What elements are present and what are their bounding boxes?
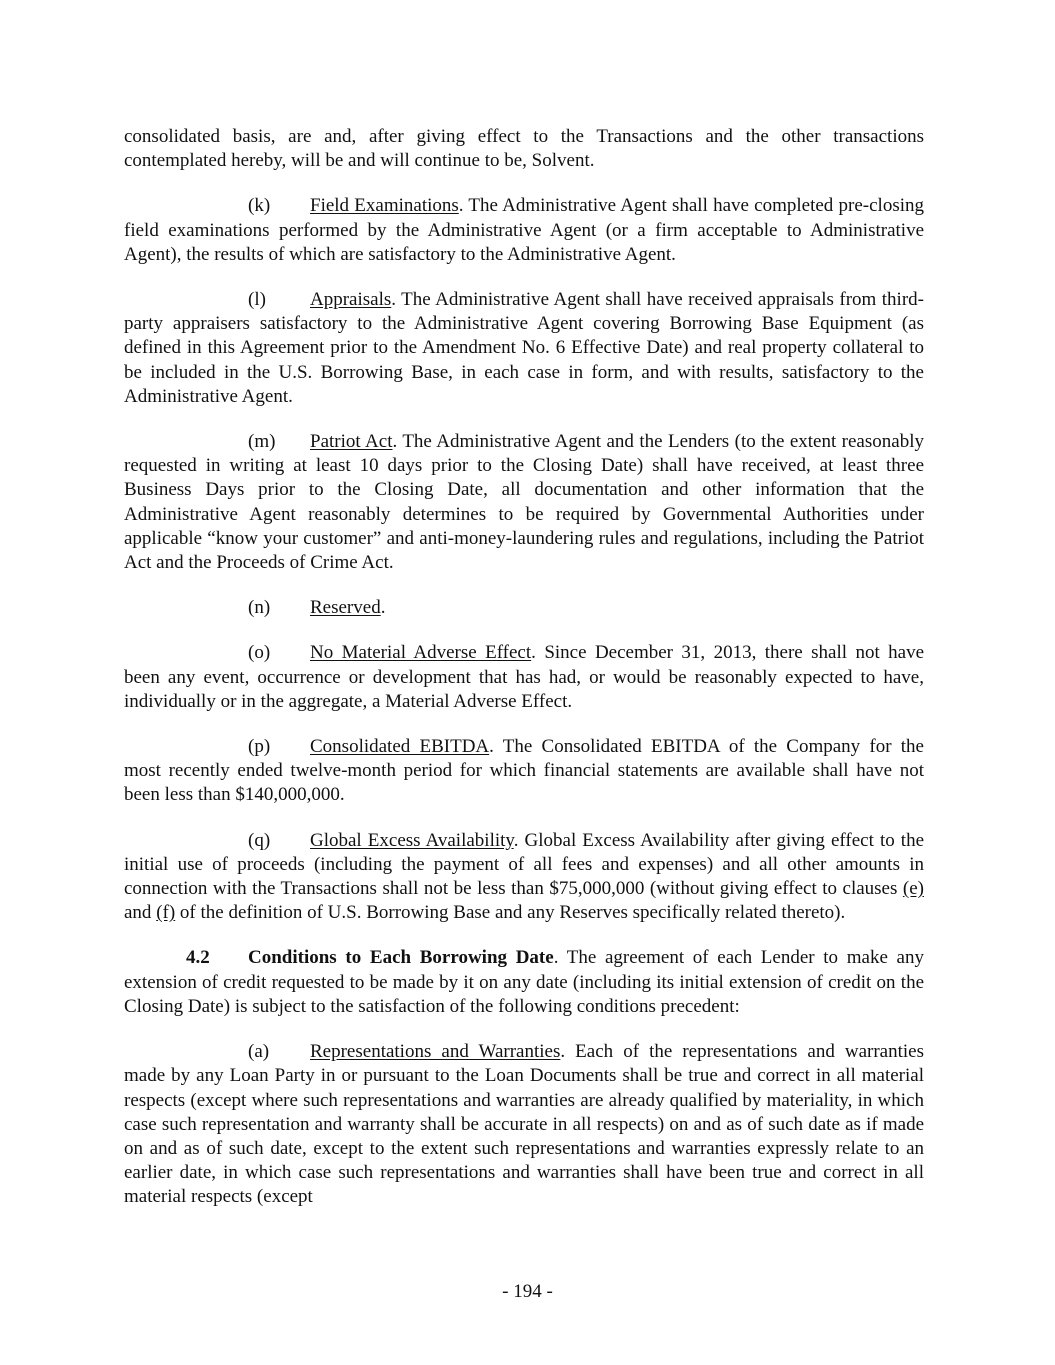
- paragraph-text: . Global Excess Availability after giving effect to the initial use of proceeds (including the payment of all fees and expenses) and all other amounts in connection with the Transactions shall not be less than $75,000,000 (without giving effect to clauses: [124, 829, 924, 900]
- clause-heading: Representations and Warranties: [310, 1041, 561, 1063]
- clause-label: (l): [248, 289, 266, 311]
- clause-heading: Reserved: [310, 597, 381, 619]
- paragraph-n-reserved: [124, 596, 924, 620]
- clause-heading: Patriot Act: [310, 431, 393, 453]
- paragraph-p-consolidated-ebitda: [124, 735, 924, 808]
- paragraph-text: of the definition of U.S. Borrowing Base and any Reserves specifically related thereto).: [175, 902, 846, 924]
- paragraph-q-global-excess-availability: [124, 829, 924, 926]
- paragraph-m-patriot-act: [124, 430, 924, 575]
- section-number: 4.2: [186, 947, 210, 969]
- paragraph-text: consolidated basis, are and, after giving effect to the Transactions and the other transactions contemplated hereby, will be and will continue to be, Solvent.: [124, 126, 924, 172]
- clause-heading: Global Excess Availability: [310, 829, 514, 851]
- paragraph-l-appraisals: [124, 288, 924, 409]
- paragraph-text: . The Administrative Agent shall have completed pre-closing field examinations performed by the Administrative Agent (or a firm acceptable to Administrative Agent), the results of which are satisfactory to the Administrative Agent.: [124, 195, 925, 265]
- paragraph-text: and: [124, 902, 157, 924]
- clause-heading: Consolidated EBITDA: [310, 736, 490, 758]
- document-body: [124, 125, 924, 1231]
- clause-heading: Appraisals: [310, 289, 392, 311]
- clause-heading: No Material Adverse Effect: [310, 642, 532, 664]
- paragraph-o-no-material-adverse-effect: [124, 641, 924, 714]
- paragraph-text: .: [380, 597, 386, 619]
- clause-reference-f: (f): [156, 902, 176, 924]
- clause-label: (o): [248, 642, 271, 664]
- paragraph-text: . The agreement of each Lender to make any extension of credit requested to be made by it on any date (including its initial extension of credit on the Closing Date) is subject to the satisfaction of the following conditions precedent:: [124, 947, 924, 1017]
- clause-label: (a): [248, 1041, 270, 1063]
- section-heading: Conditions to Each Borrowing Date: [248, 947, 554, 969]
- clause-label: (k): [248, 195, 271, 217]
- paragraph-text: . The Consolidated EBITDA of the Company for the most recently ended twelve-month period for which financial statements are available shall have not been less than $140,000,000.: [124, 736, 924, 806]
- paragraph-k-field-examinations: [124, 194, 924, 267]
- paragraph-continuation: [124, 125, 924, 173]
- clause-label: (m): [248, 431, 276, 453]
- clause-reference-e: (e): [902, 878, 924, 900]
- paragraph-text: . Each of the representations and warranties made by any Loan Party in or pursuant to the Loan Documents shall be true and correct in all material respects (except where such representations and warranties are already qualified by materiality, in which case such representation and warranty shall be accurate in all respects) on and as of such date as if made on and as of such date, except to the extent such representations and warranties expressly relate to an earlier date, in which case such representations and warranties shall have been true and correct in all material respects (except: [124, 1041, 924, 1208]
- clause-label: (p): [248, 736, 271, 758]
- clause-label: (q): [248, 829, 271, 851]
- clause-heading: Field Examinations: [310, 195, 459, 217]
- paragraph-text: . Since December 31, 2013, there shall not have been any event, occurrence or development that has had, or would be reasonably expected to have, individually or in the aggregate, a Material Adverse Effect.: [124, 642, 924, 712]
- page-number: - 194 -: [502, 1281, 553, 1302]
- paragraph-text: . The Administrative Agent and the Lenders (to the extent reasonably requested in writing at least 10 days prior to the Closing Date) shall have received, at least three Business Days prior to the Closing Date, all documentation and other information that the Administrative Agent reasonably determines to be required by Governmental Authorities under applicable “know your customer” and anti-money-laundering rules and regulations, including the Patriot Act and the Proceeds of Crime Act.: [124, 431, 924, 574]
- paragraph-text: . The Administrative Agent shall have received appraisals from third-party appraisers satisfactory to the Administrative Agent covering Borrowing Base Equipment (as defined in this Agreement prior to the Amendment No. 6 Effective Date) and real property collateral to be included in the U.S. Borrowing Base, in each case in form, and with results, satisfactory to the Administrative Agent.: [124, 289, 924, 407]
- section-4-2-conditions: [124, 946, 924, 1019]
- clause-label: (n): [248, 597, 271, 619]
- paragraph-a-representations-and-warranties: [124, 1040, 924, 1209]
